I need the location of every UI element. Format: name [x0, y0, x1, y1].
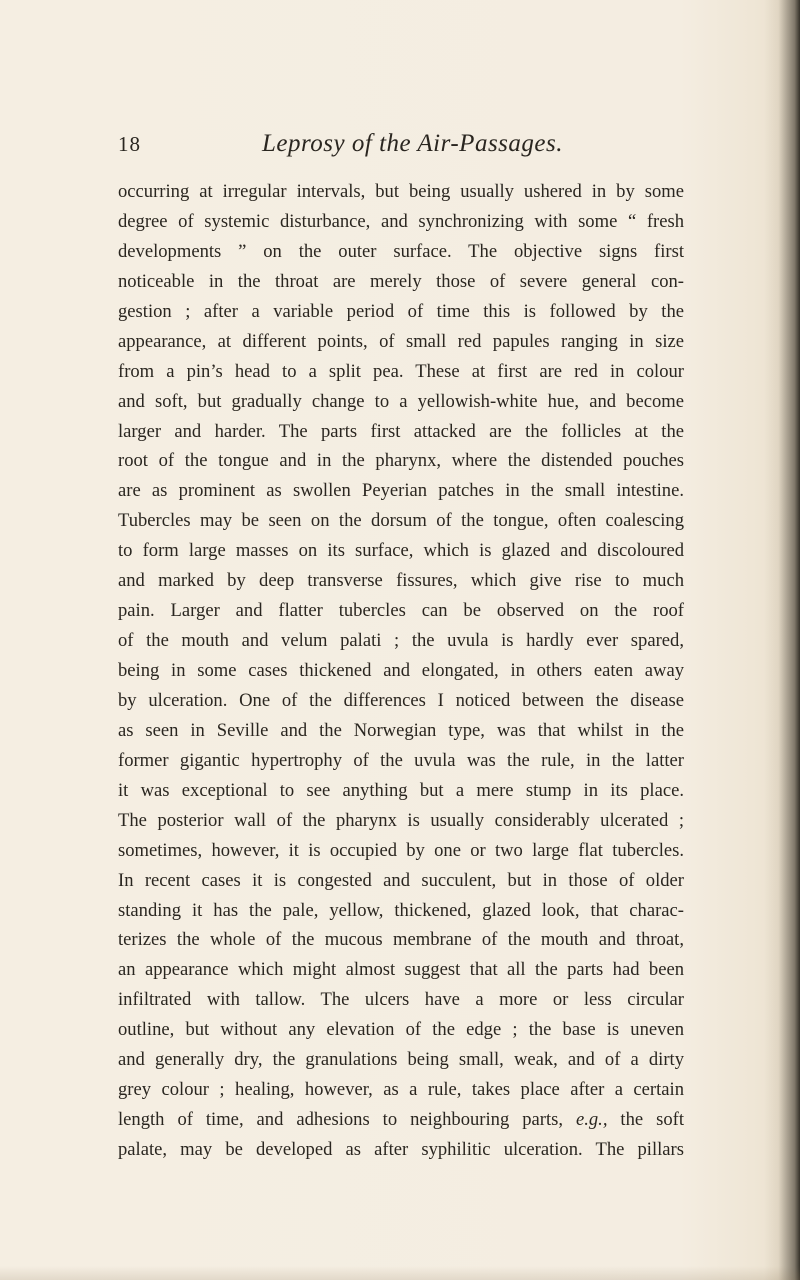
- text-line: infiltrated with tallow. The ulcers have a more or less circular: [118, 989, 684, 1011]
- text-line: are as prominent as swollen Peyerian patches in the small intestine.: [118, 480, 684, 502]
- text-line: and marked by deep transverse fissures, which give rise to much: [118, 570, 684, 592]
- text-line: former gigantic hypertrophy of the uvula was the rule, in the latter: [118, 749, 684, 771]
- text-line: The posterior wall of the pharynx is usually considerably ulcerated ;: [118, 809, 684, 831]
- text-line: pain. Larger and flatter tubercles can be observed on the roof: [118, 600, 684, 622]
- text-line: In recent cases it is congested and succulent, but in those of older: [118, 869, 684, 891]
- text-line: occurring at irregular intervals, but being usually ushered in by some: [118, 181, 684, 202]
- text-line: from a pin’s head to a split pea. These at first are red in colour: [118, 360, 684, 382]
- running-title: Leprosy of the Air-Passages.: [262, 130, 563, 157]
- text-segment: length of time, and adhesions to neighbouring parts,: [118, 1109, 576, 1131]
- text-line: noticeable in the throat are merely those of severe general con-: [118, 270, 684, 292]
- text-line: being in some cases thickened and elongated, in others eaten away: [118, 660, 684, 681]
- page-header: [118, 132, 678, 166]
- text-line: to form large masses on its surface, which is glazed and discoloured: [118, 540, 684, 562]
- text-line: developments ” on the outer surface. The objective signs first: [118, 240, 684, 262]
- text-line: outline, but without any elevation of the edge ; the base is uneven: [118, 1019, 684, 1041]
- text-line: sometimes, however, it is occupied by one or two large flat tubercles.: [118, 839, 684, 861]
- text-line: it was exceptional to see anything but a mere stump in its place.: [118, 779, 684, 801]
- text-line: and generally dry, the granulations being small, weak, and of a dirty: [118, 1049, 684, 1071]
- text-line: as seen in Seville and the Norwegian type, was that whilst in the: [118, 719, 684, 741]
- text-line: of the mouth and velum palati ; the uvula is hardly ever spared,: [118, 630, 684, 652]
- page-number: 18: [118, 132, 141, 156]
- text-line: an appearance which might almost suggest that all the parts had been: [118, 959, 684, 981]
- text-line: by ulceration. One of the differences I noticed between the disease: [118, 689, 684, 711]
- text-line: terizes the whole of the mucous membrane of the mouth and throat,: [118, 929, 684, 951]
- text-line: appearance, at different points, of small red papules ranging in size: [118, 330, 684, 352]
- text-line: palate, may be developed as after syphilitic ulceration. The pillars: [118, 1139, 684, 1160]
- italic-abbreviation: e.g.,: [575, 1109, 608, 1131]
- text-line: and soft, but gradually change to a yellowish-white hue, and become: [118, 390, 684, 412]
- text-line: Tubercles may be seen on the dorsum of the tongue, often coalescing: [118, 510, 684, 532]
- text-line: gestion ; after a variable period of time this is followed by the: [118, 300, 684, 322]
- book-spine-shadow: [764, 0, 800, 1280]
- text-line: root of the tongue and in the pharynx, where the distended pouches: [118, 450, 684, 472]
- text-line: [118, 1105, 684, 1135]
- text-segment: the soft: [607, 1109, 684, 1131]
- body-text: [118, 177, 684, 1165]
- text-line: degree of systemic disturbance, and synchronizing with some “ fresh: [118, 210, 684, 232]
- text-line: larger and harder. The parts first attacked are the follicles at the: [118, 420, 684, 442]
- page-bottom-edge: [0, 1266, 800, 1280]
- text-line: grey colour ; healing, however, as a rule, takes place after a certain: [118, 1079, 684, 1101]
- text-line: standing it has the pale, yellow, thickened, glazed look, that charac-: [118, 899, 684, 921]
